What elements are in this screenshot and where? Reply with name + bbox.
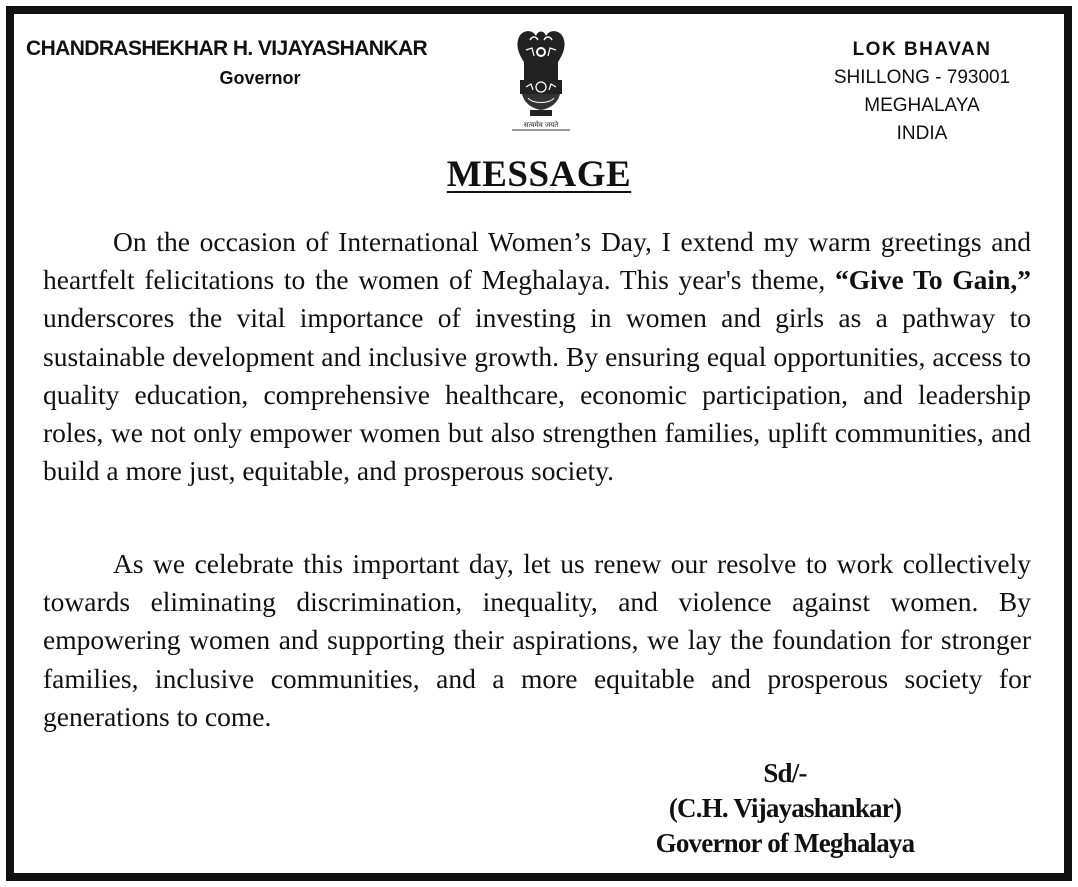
address-line-3: MEGHALAYA [864, 95, 980, 116]
paragraph-1-rest: underscores the vital importance of investing in women and girls as a pathway to sustainable development and inclusive growth. By ensuring equal opportunities, access to quality education, comprehensive healthcare, economic participation, and leadership roles, we not only empower women but also strengthen families, uplift communities, and build a more just, equitable, and prosperous society. [43, 302, 1031, 487]
address-block [808, 36, 1036, 148]
signature-name: (C.H. Vijayashankar) [668, 793, 902, 823]
message-heading: MESSAGE [446, 154, 632, 195]
signature-block [560, 756, 1010, 861]
theme-text: “Give To Gain,” [835, 264, 1031, 296]
governor-title: Governor [219, 68, 301, 88]
address-line-4: INDIA [896, 123, 948, 144]
governor-name: CHANDRASHEKHAR H. VIJAYASHANKAR [26, 37, 428, 60]
address-line-1: LOK BHAVAN [852, 39, 992, 60]
message-paragraph-1 [43, 223, 1031, 490]
signature-title: Governor of Meghalaya [655, 828, 915, 858]
paragraph-1-intro: On the occasion of International Women’s Day, I extend my warm greetings and heartfelt felicitations to the women of Meghalaya. This year's theme, [43, 226, 1031, 296]
national-emblem-icon [500, 26, 582, 138]
emblem-motto: सत्यमेव जयते [523, 121, 559, 129]
signature-sd: Sd/- [763, 758, 807, 788]
message-paragraph-2: As we celebrate this important day, let us renew our resolve to work collectively towards eliminating discrimination, inequality, and violence against women. By empowering women and supporting their aspirations, we lay the foundation for stronger families, inclusive communities, and a more equitable and prosperous society for generations to come. [43, 548, 1031, 732]
address-line-2: SHILLONG - 793001 [833, 67, 1011, 88]
